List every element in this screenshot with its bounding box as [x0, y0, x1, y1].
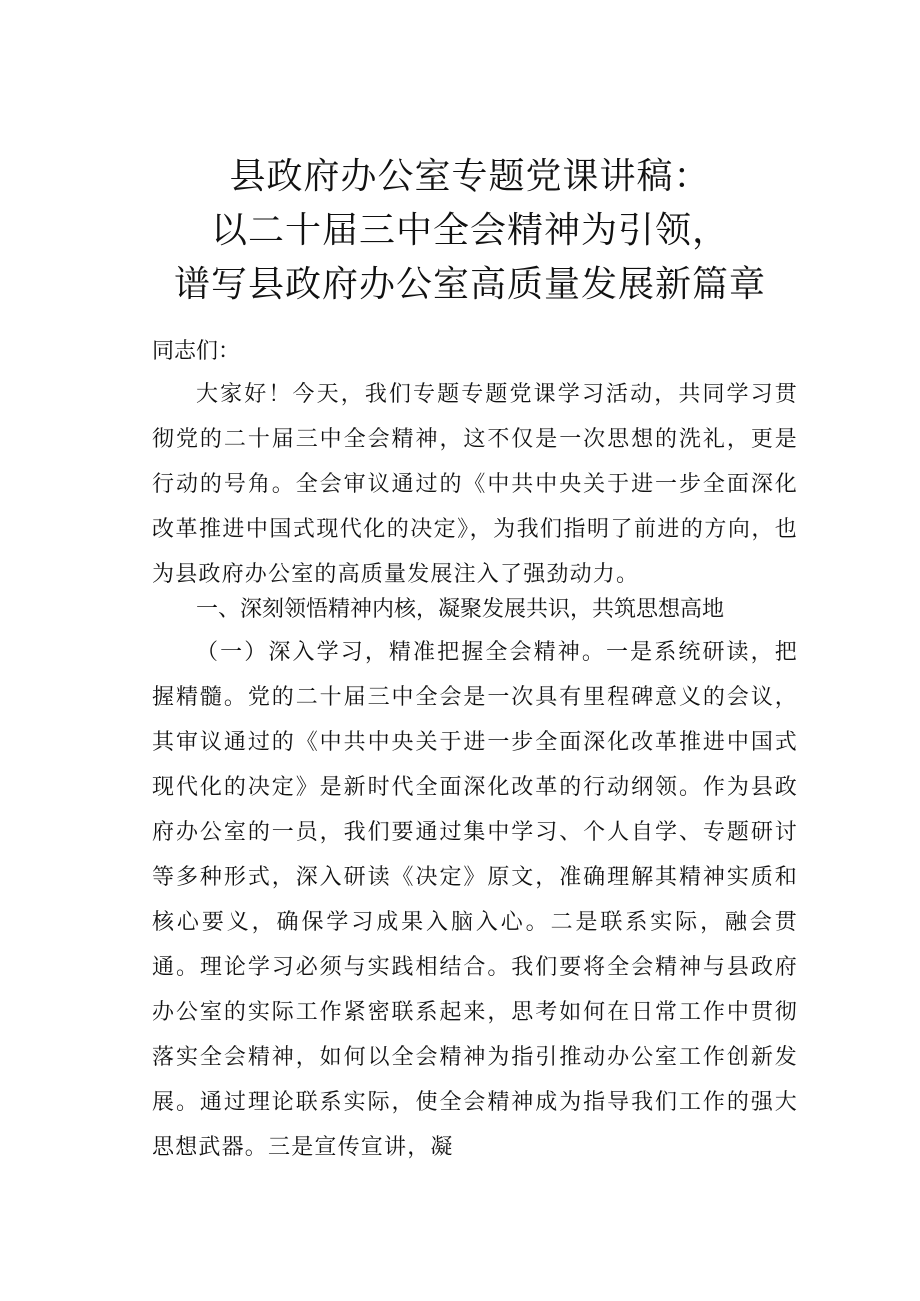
body-paragraph: （一）深入学习，精准把握全会精神。一是系统研读，把握精髓。党的二十届三中全会是一次具有里程碑意义的会议，其审议通过的《中共中央关于进一步全面深化改革推进中国式现代化的决定》是新时代全面深化改革的行动纲领。作为县政府办公室的一员，我们要通过集中学习、个人自学、专题研讨等多种形式，深入研读《决定》原文，准确理解其精神实质和核心要义，确保学习成果入脑入心。二是联系实际，融会贯通。理论学习必须与实践相结合。我们要将全会精神与县政府办公室的实际工作紧密联系起来，思考如何在日常工作中贯彻落实全会精神，如何以全会精神为指引推动办公室工作创新发展。通过理论联系实际，使全会精神成为指导我们工作的强大思想武器。三是宣传宣讲，凝	[152, 640, 798, 1160]
title-line-1: 县政府办公室专题党课讲稿：	[229, 156, 711, 197]
intro-paragraph: 大家好！今天，我们专题专题党课学习活动，共同学习贯彻党的二十届三中全会精神，这不仅是一次思想的洗礼，更是行动的号角。全会审议通过的《中共中央关于进一步全面深化改革推进中国式现代化的决定》，为我们指明了前进的方向，也为县政府办公室的高质量发展注入了强劲动力。	[152, 382, 798, 587]
title-line-2: 以二十届三中全会精神为引领，	[210, 210, 729, 251]
section-heading: 一、深刻领悟精神内核，凝聚发展共识，共筑思想高地	[196, 597, 725, 622]
title-line-3: 谱写县政府办公室高质量发展新篇章	[173, 264, 766, 305]
document-title	[120, 150, 820, 312]
salutation: 同志们：	[152, 339, 241, 364]
